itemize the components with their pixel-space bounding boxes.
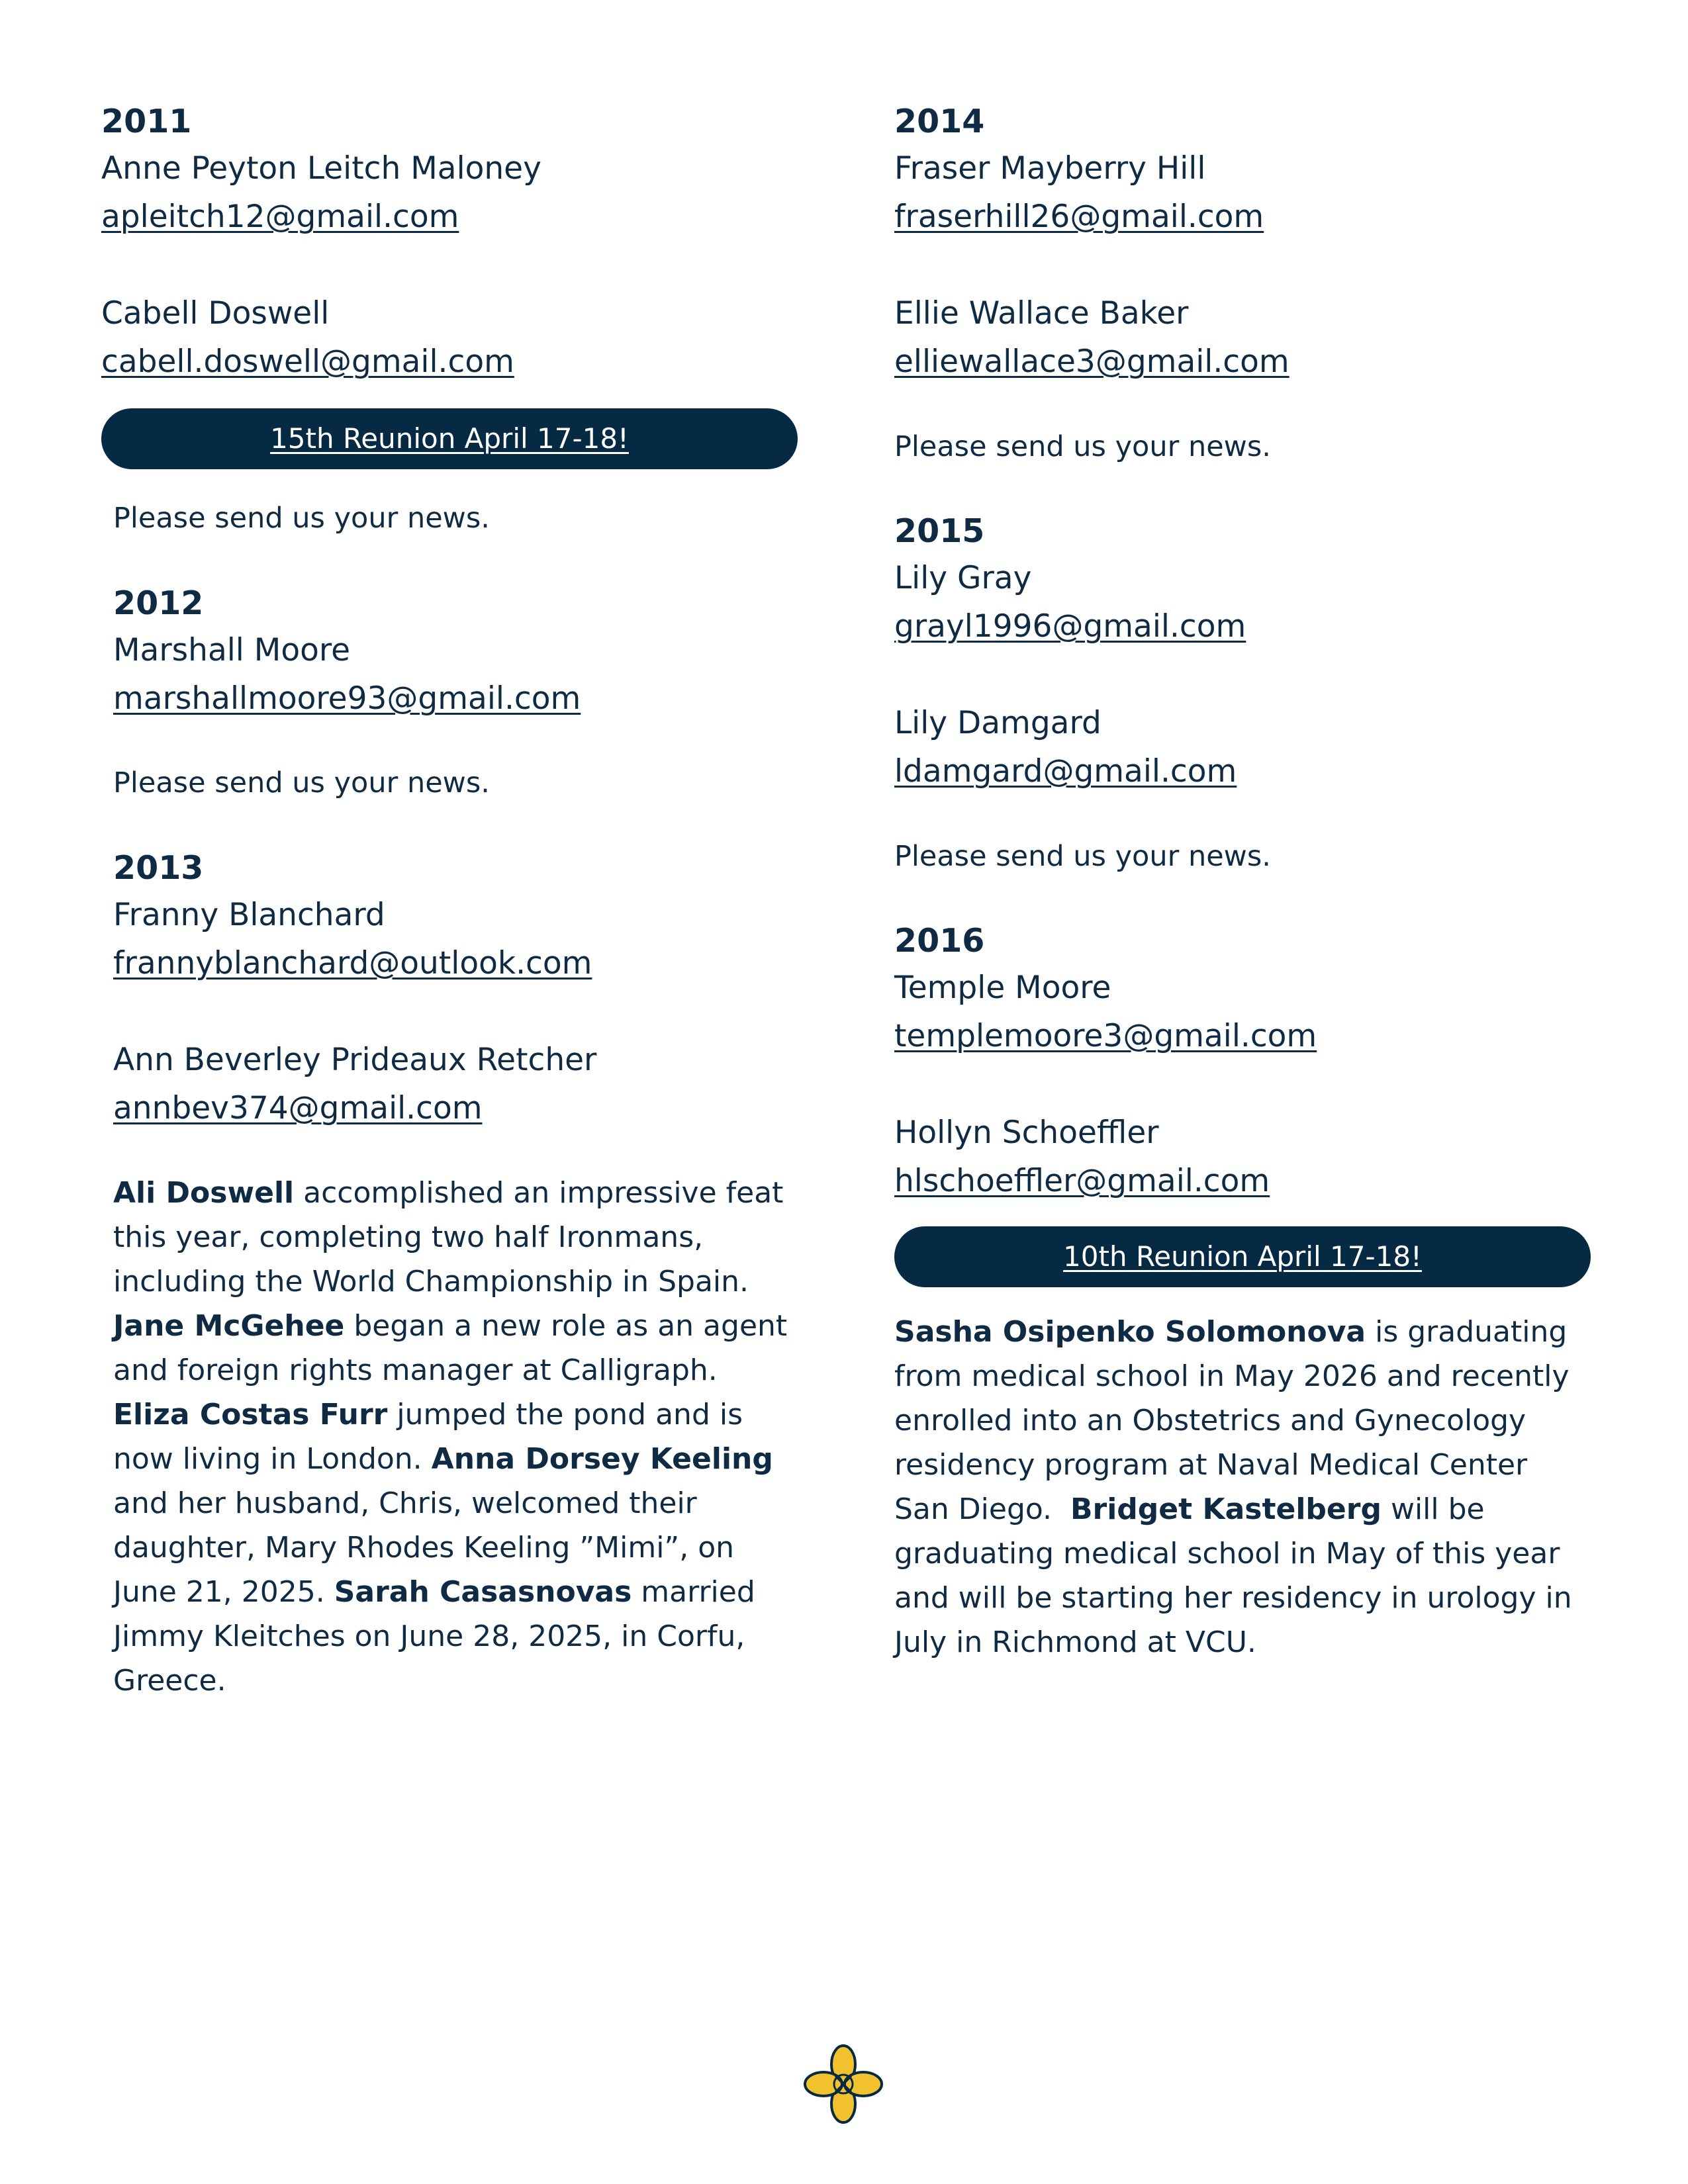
reunion-link[interactable]: 10th Reunion April 17-18! <box>1063 1240 1422 1273</box>
class-year-heading: 2012 <box>113 584 204 622</box>
correspondent-email-link[interactable]: cabell.doswell@gmail.com <box>101 343 514 380</box>
news-text: is graduating from medical school in May 2026 and recently enrolled into an Obstetrics and Gynecology residency program at Naval Medical Center San Diego. <box>894 1315 1570 1526</box>
news-request-text: Please send us your news. <box>894 840 1271 873</box>
class-2011 <box>101 99 798 541</box>
class-2014 <box>894 99 1591 469</box>
correspondent-email-link[interactable]: elliewallace3@gmail.com <box>894 343 1289 380</box>
alumna-name: Anna Dorsey Keeling <box>431 1442 773 1476</box>
correspondent-email-link[interactable]: marshallmoore93@gmail.com <box>113 680 581 717</box>
correspondent-name: Ellie Wallace Baker <box>894 295 1189 332</box>
correspondent-name: Anne Peyton Leitch Maloney <box>101 150 541 187</box>
correspondent-name: Lily Damgard <box>894 705 1102 741</box>
news-request-text: Please send us your news. <box>894 430 1271 463</box>
correspondent-name: Temple Moore <box>894 970 1111 1006</box>
alumna-name: Ali Doswell <box>113 1176 295 1210</box>
correspondent-name: Lily Gray <box>894 560 1032 596</box>
class-2013 <box>101 846 798 1703</box>
news-request-text: Please send us your news. <box>113 766 490 799</box>
class-year-heading: 2011 <box>101 103 192 140</box>
correspondent-email-link[interactable]: apleitch12@gmail.com <box>101 199 459 235</box>
reunion-link[interactable]: 15th Reunion April 17-18! <box>270 422 629 455</box>
alumna-name: Jane McGehee <box>113 1309 345 1343</box>
news-text: and her husband, Chris, welcomed their daughter, Mary Rhodes Keeling ”Mimi”, on June 21, 2025. <box>113 1486 735 1609</box>
class-year-heading: 2013 <box>113 849 204 887</box>
correspondent-email-link[interactable]: frannyblanchard@outlook.com <box>113 945 592 981</box>
correspondent-name: Hollyn Schoeffler <box>894 1115 1159 1151</box>
correspondent-email-link[interactable]: hlschoeffler@gmail.com <box>894 1163 1270 1199</box>
class-2015 <box>894 509 1591 879</box>
class-year-heading: 2015 <box>894 512 985 550</box>
reunion-banner <box>894 1226 1591 1287</box>
news-text: jumped the pond and is now living in London. <box>113 1398 743 1476</box>
news-text: accomplished an impressive feat this year, completing two half Ironmans, including the World Championship in Spain. <box>113 1176 784 1298</box>
correspondent-email-link[interactable]: ldamgard@gmail.com <box>894 753 1237 790</box>
news-text: will be graduating medical school in May of this year and will be starting her residency in urology in July in Richmond at VCU. <box>894 1492 1572 1659</box>
class-year-heading: 2014 <box>894 103 985 140</box>
correspondent-name: Franny Blanchard <box>113 897 385 933</box>
class-news-paragraph <box>113 1171 798 1703</box>
correspondent-name: Fraser Mayberry Hill <box>894 150 1206 187</box>
correspondent-email-link[interactable]: fraserhill26@gmail.com <box>894 199 1264 235</box>
class-2012 <box>101 581 798 805</box>
school-crest-icon <box>802 2043 884 2125</box>
reunion-banner <box>101 408 798 469</box>
news-request-text: Please send us your news. <box>113 502 490 535</box>
correspondent-email-link[interactable]: annbev374@gmail.com <box>113 1090 483 1126</box>
correspondent-name: Marshall Moore <box>113 632 351 668</box>
class-news-paragraph <box>894 1310 1591 1664</box>
class-year-heading: 2016 <box>894 922 985 960</box>
left-column <box>101 99 798 1703</box>
correspondent-name: Ann Beverley Prideaux Retcher <box>113 1042 597 1078</box>
news-text: began a new role as an agent and foreign rights manager at Calligraph. <box>113 1309 788 1387</box>
right-column <box>894 99 1591 1664</box>
alumna-name: Eliza Costas Furr <box>113 1398 388 1432</box>
alumna-name: Bridget Kastelberg <box>1070 1492 1382 1526</box>
alumna-name: Sarah Casasnovas <box>334 1575 632 1609</box>
correspondent-name: Cabell Doswell <box>101 295 330 332</box>
correspondent-email-link[interactable]: templemoore3@gmail.com <box>894 1018 1317 1054</box>
class-2016 <box>894 919 1591 1664</box>
correspondent-email-link[interactable]: grayl1996@gmail.com <box>894 608 1246 645</box>
news-text: married Jimmy Kleitches on June 28, 2025, in Corfu, Greece. <box>113 1575 755 1698</box>
alumna-name: Sasha Osipenko Solomonova <box>894 1315 1366 1349</box>
